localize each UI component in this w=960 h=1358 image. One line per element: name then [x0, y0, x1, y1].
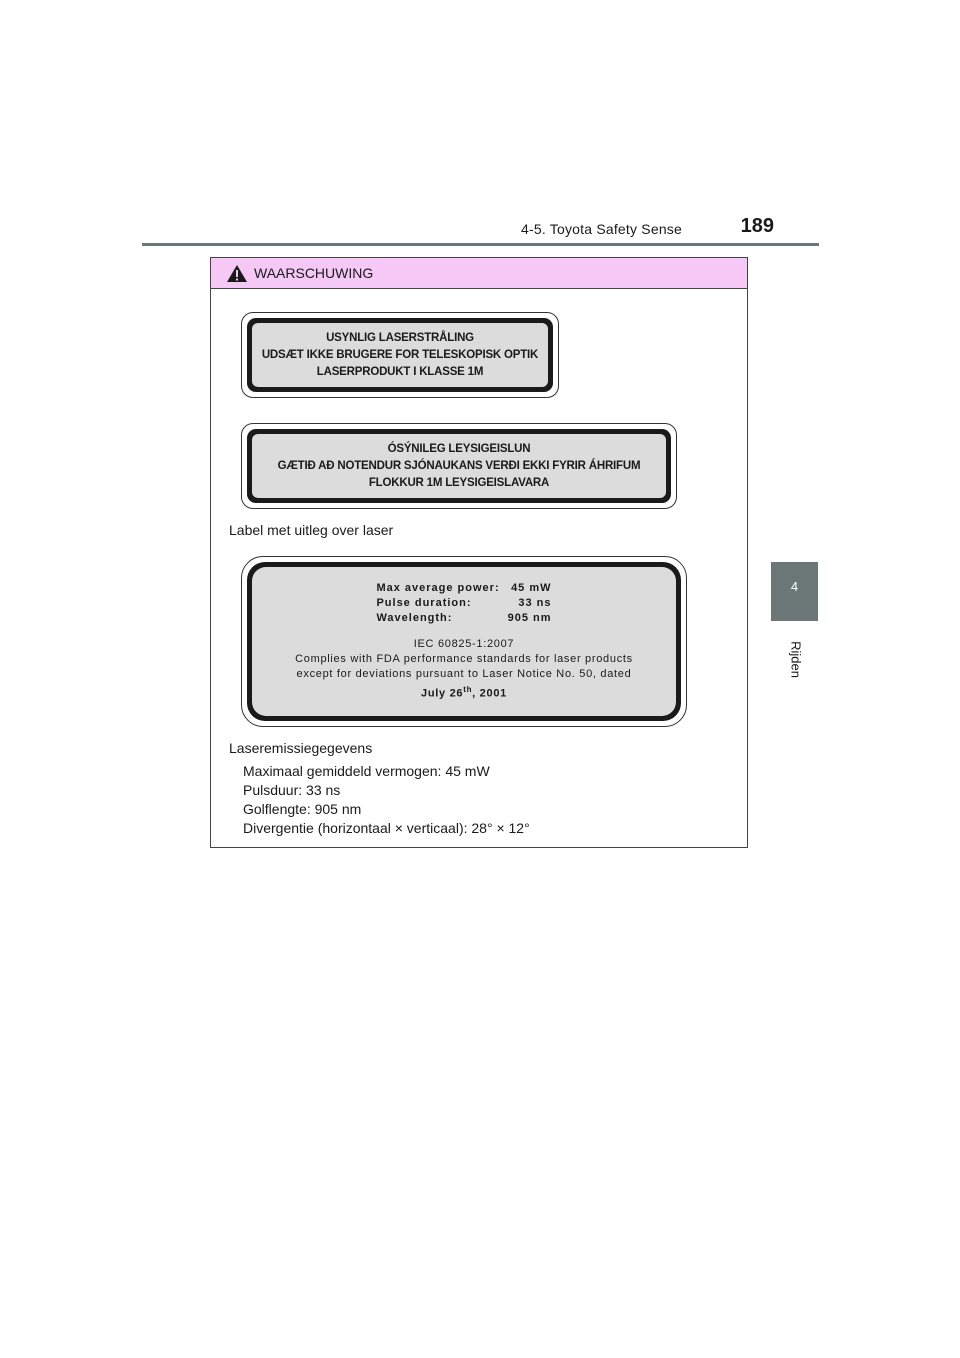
label-line: FLOKKUR 1M LEYSIGEISLAVARA [368, 476, 550, 489]
label-line: ÓSÝNILEG LEYSIGEISLUN [387, 442, 531, 455]
spec-row [376, 581, 551, 596]
standard-line: IEC 60825-1:2007 [413, 638, 515, 651]
spec-value: 905 nm [507, 612, 552, 625]
warning-triangle-icon [226, 264, 248, 283]
spec-value: 45 mW [511, 582, 552, 595]
list-item: Maximaal gemiddeld vermogen: 45 mW [243, 763, 490, 779]
header-rule [142, 243, 819, 246]
spec-row [376, 596, 551, 611]
compliance-line: except for deviations pursuant to Laser Notice No. 50, dated [296, 668, 632, 681]
list-item: Divergentie (horizontaal × verticaal): 28° × 12° [243, 820, 530, 836]
spec-name: Pulse duration: [376, 597, 472, 610]
label-line: UDSÆT IKKE BRUGERE FOR TELESKOPISK OPTIK [261, 348, 539, 361]
label-line: LASERPRODUKT I KLASSE 1M [316, 365, 484, 378]
section-title: 4-5. Toyota Safety Sense [521, 221, 682, 237]
warning-header [211, 258, 747, 289]
spec-value: 33 ns [518, 597, 552, 610]
spec-name: Wavelength: [376, 612, 453, 625]
chapter-number: 4 [790, 579, 799, 594]
laser-explanation-label [241, 556, 687, 727]
page-number: 189 [740, 215, 774, 237]
laser-spec-table [376, 581, 551, 626]
warning-heading: WAARSCHUWING [254, 265, 374, 281]
list-item: Golflengte: 905 nm [243, 801, 362, 817]
notice-date: July 26th, 2001 [421, 685, 507, 700]
chapter-tab [771, 562, 818, 621]
label-line: GÆTIÐ AÐ NOTENDUR SJÓNAUKANS VERÐI EKKI FYRIR ÁHRIFUM [277, 459, 641, 472]
chapter-label: Rijden [788, 641, 804, 678]
caption-emission-data: Laseremissiegegevens [229, 740, 373, 756]
caption-laser-label: Label met uitleg over laser [229, 522, 394, 538]
emission-spec-list [243, 762, 530, 838]
list-item: Pulsduur: 33 ns [243, 782, 341, 798]
laser-label-danish [241, 312, 559, 398]
spec-name: Max average power: [376, 582, 500, 595]
spec-row [376, 611, 551, 626]
laser-label-icelandic [241, 423, 677, 509]
compliance-line: Complies with FDA performance standards for laser products [295, 653, 633, 666]
label-line: USYNLIG LASERSTRÅLING [326, 331, 474, 344]
